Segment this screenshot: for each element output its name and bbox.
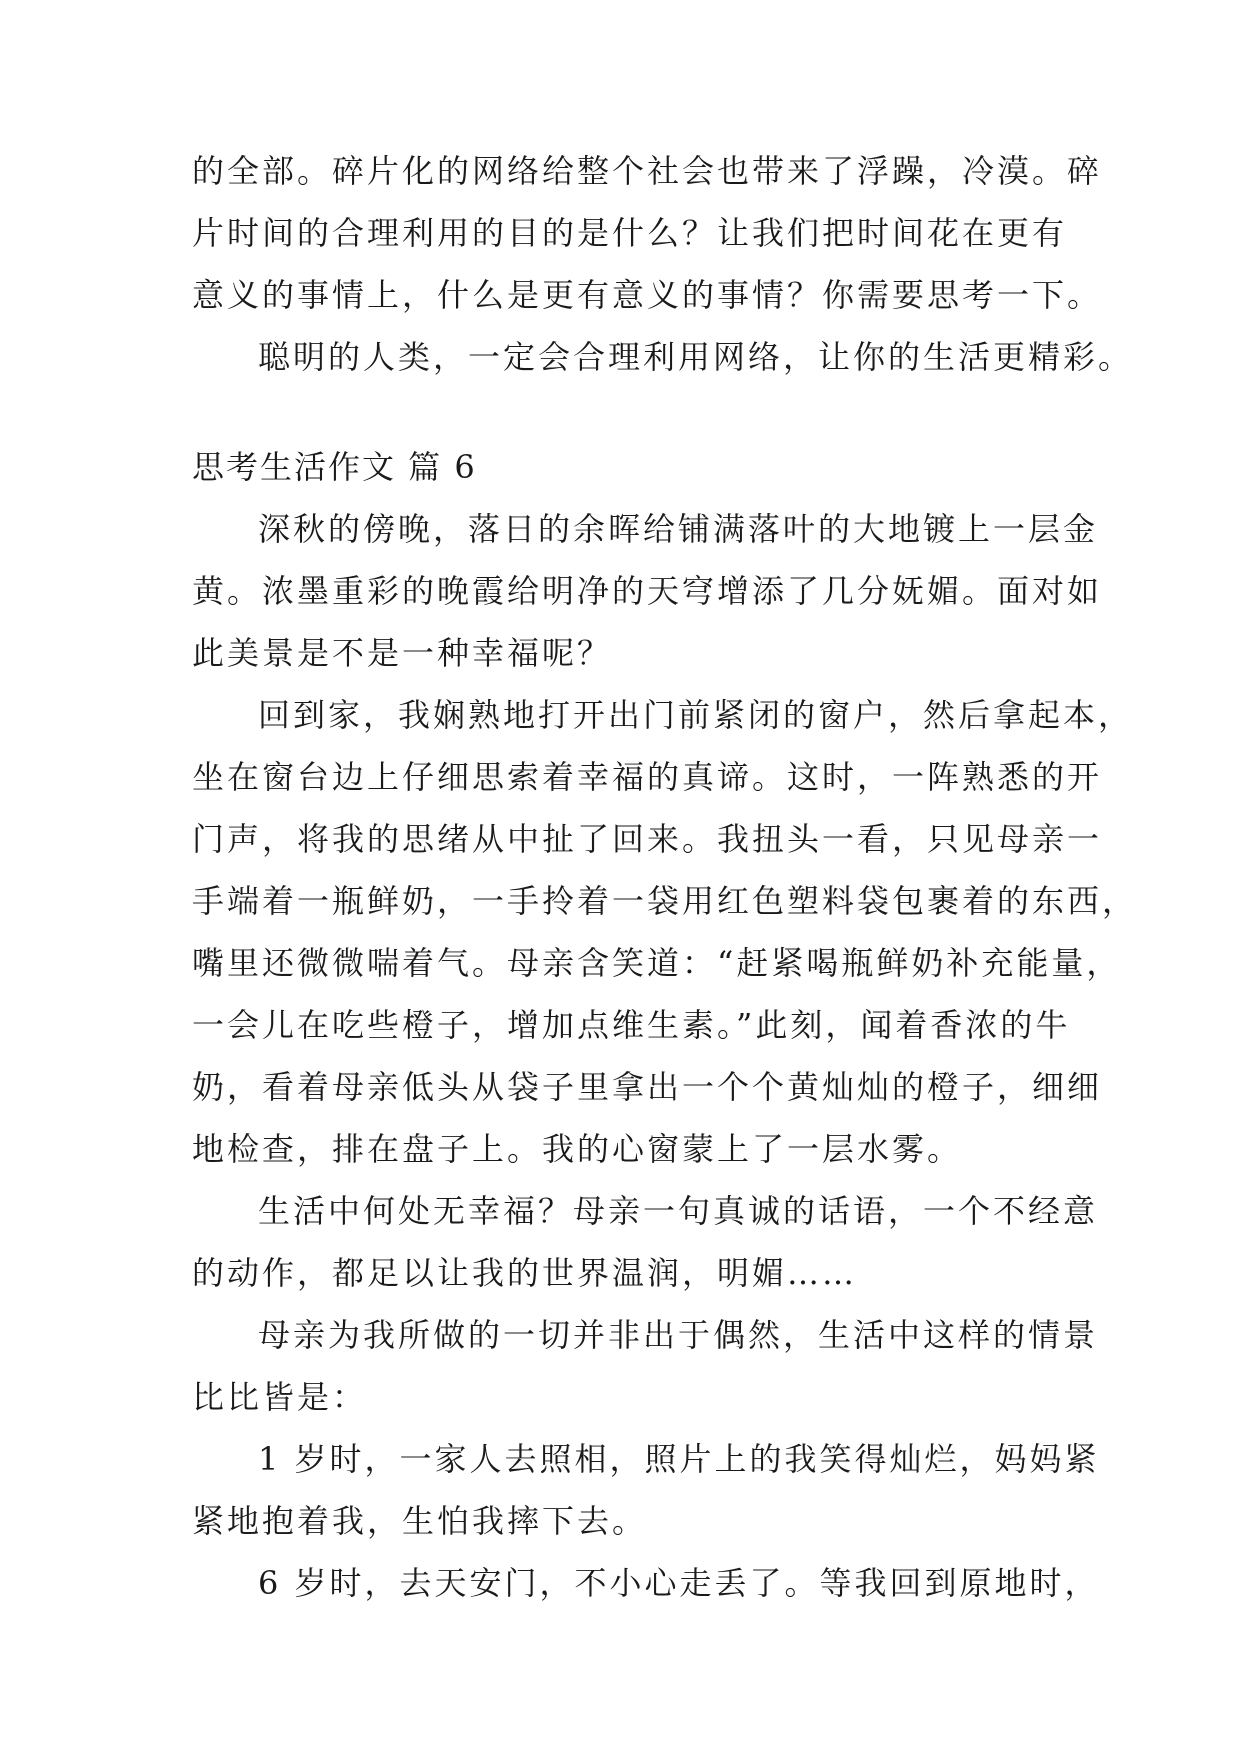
text-line: 1 岁时，一家人去照相，照片上的我笑得灿烂，妈妈紧 — [258, 1440, 1100, 1478]
text-line: 回到家，我娴熟地打开出门前紧闭的窗户，然后拿起本， — [258, 696, 1134, 734]
text-line: 坐在窗台边上仔细思索着幸福的真谛。这时，一阵熟悉的开 — [192, 758, 1103, 796]
text-line: 深秋的傍晚，落日的余晖给铺满落叶的大地镀上一层金 — [258, 510, 1099, 548]
text-line: 手端着一瓶鲜奶，一手拎着一袋用红色塑料袋包裹着的东西， — [192, 882, 1138, 920]
text-line: 生活中何处无幸福？母亲一句真诚的话语，一个不经意 — [258, 1192, 1099, 1230]
text-line: 此美景是不是一种幸福呢？ — [192, 634, 613, 672]
section-heading: 思考生活作文 篇 6 — [192, 448, 477, 486]
text-line: 的动作，都足以让我的世界温润，明媚…… — [192, 1254, 858, 1292]
text-line: 一会儿在吃些橙子，增加点维生素。”此刻，闻着香浓的牛 — [192, 1006, 1071, 1044]
text-line: 奶，看着母亲低头从袋子里拿出一个个黄灿灿的橙子，细细 — [192, 1068, 1103, 1106]
section-gap — [192, 388, 1062, 436]
text-line: 比比皆是： — [192, 1378, 368, 1416]
text-line: 门声，将我的思绪从中扯了回来。我扭头一看，只见母亲一 — [192, 820, 1103, 858]
text-line: 意义的事情上，什么是更有意义的事情？你需要思考一下。 — [192, 276, 1103, 314]
text-line: 的全部。碎片化的网络给整个社会也带来了浮躁，冷漠。碎 — [192, 152, 1103, 190]
text-line: 黄。浓墨重彩的晚霞给明净的天穹增添了几分妩媚。面对如 — [192, 572, 1103, 610]
text-line: 嘴里还微微喘着气。母亲含笑道：“赶紧喝瓶鲜奶补充能量， — [192, 944, 1122, 982]
text-line: 聪明的人类，一定会合理利用网络，让你的生活更精彩。 — [258, 338, 1134, 376]
document-body — [192, 140, 1138, 1614]
text-line: 母亲为我所做的一切并非出于偶然，生活中这样的情景 — [258, 1316, 1099, 1354]
text-line: 片时间的合理利用的目的是什么？让我们把时间花在更有 — [192, 214, 1068, 252]
text-line: 紧地抱着我，生怕我摔下去。 — [192, 1502, 648, 1540]
text-line: 6 岁时，去天安门，不小心走丢了。等我回到原地时， — [258, 1564, 1100, 1602]
text-line: 地检查，排在盘子上。我的心窗蒙上了一层水雾。 — [192, 1130, 963, 1168]
